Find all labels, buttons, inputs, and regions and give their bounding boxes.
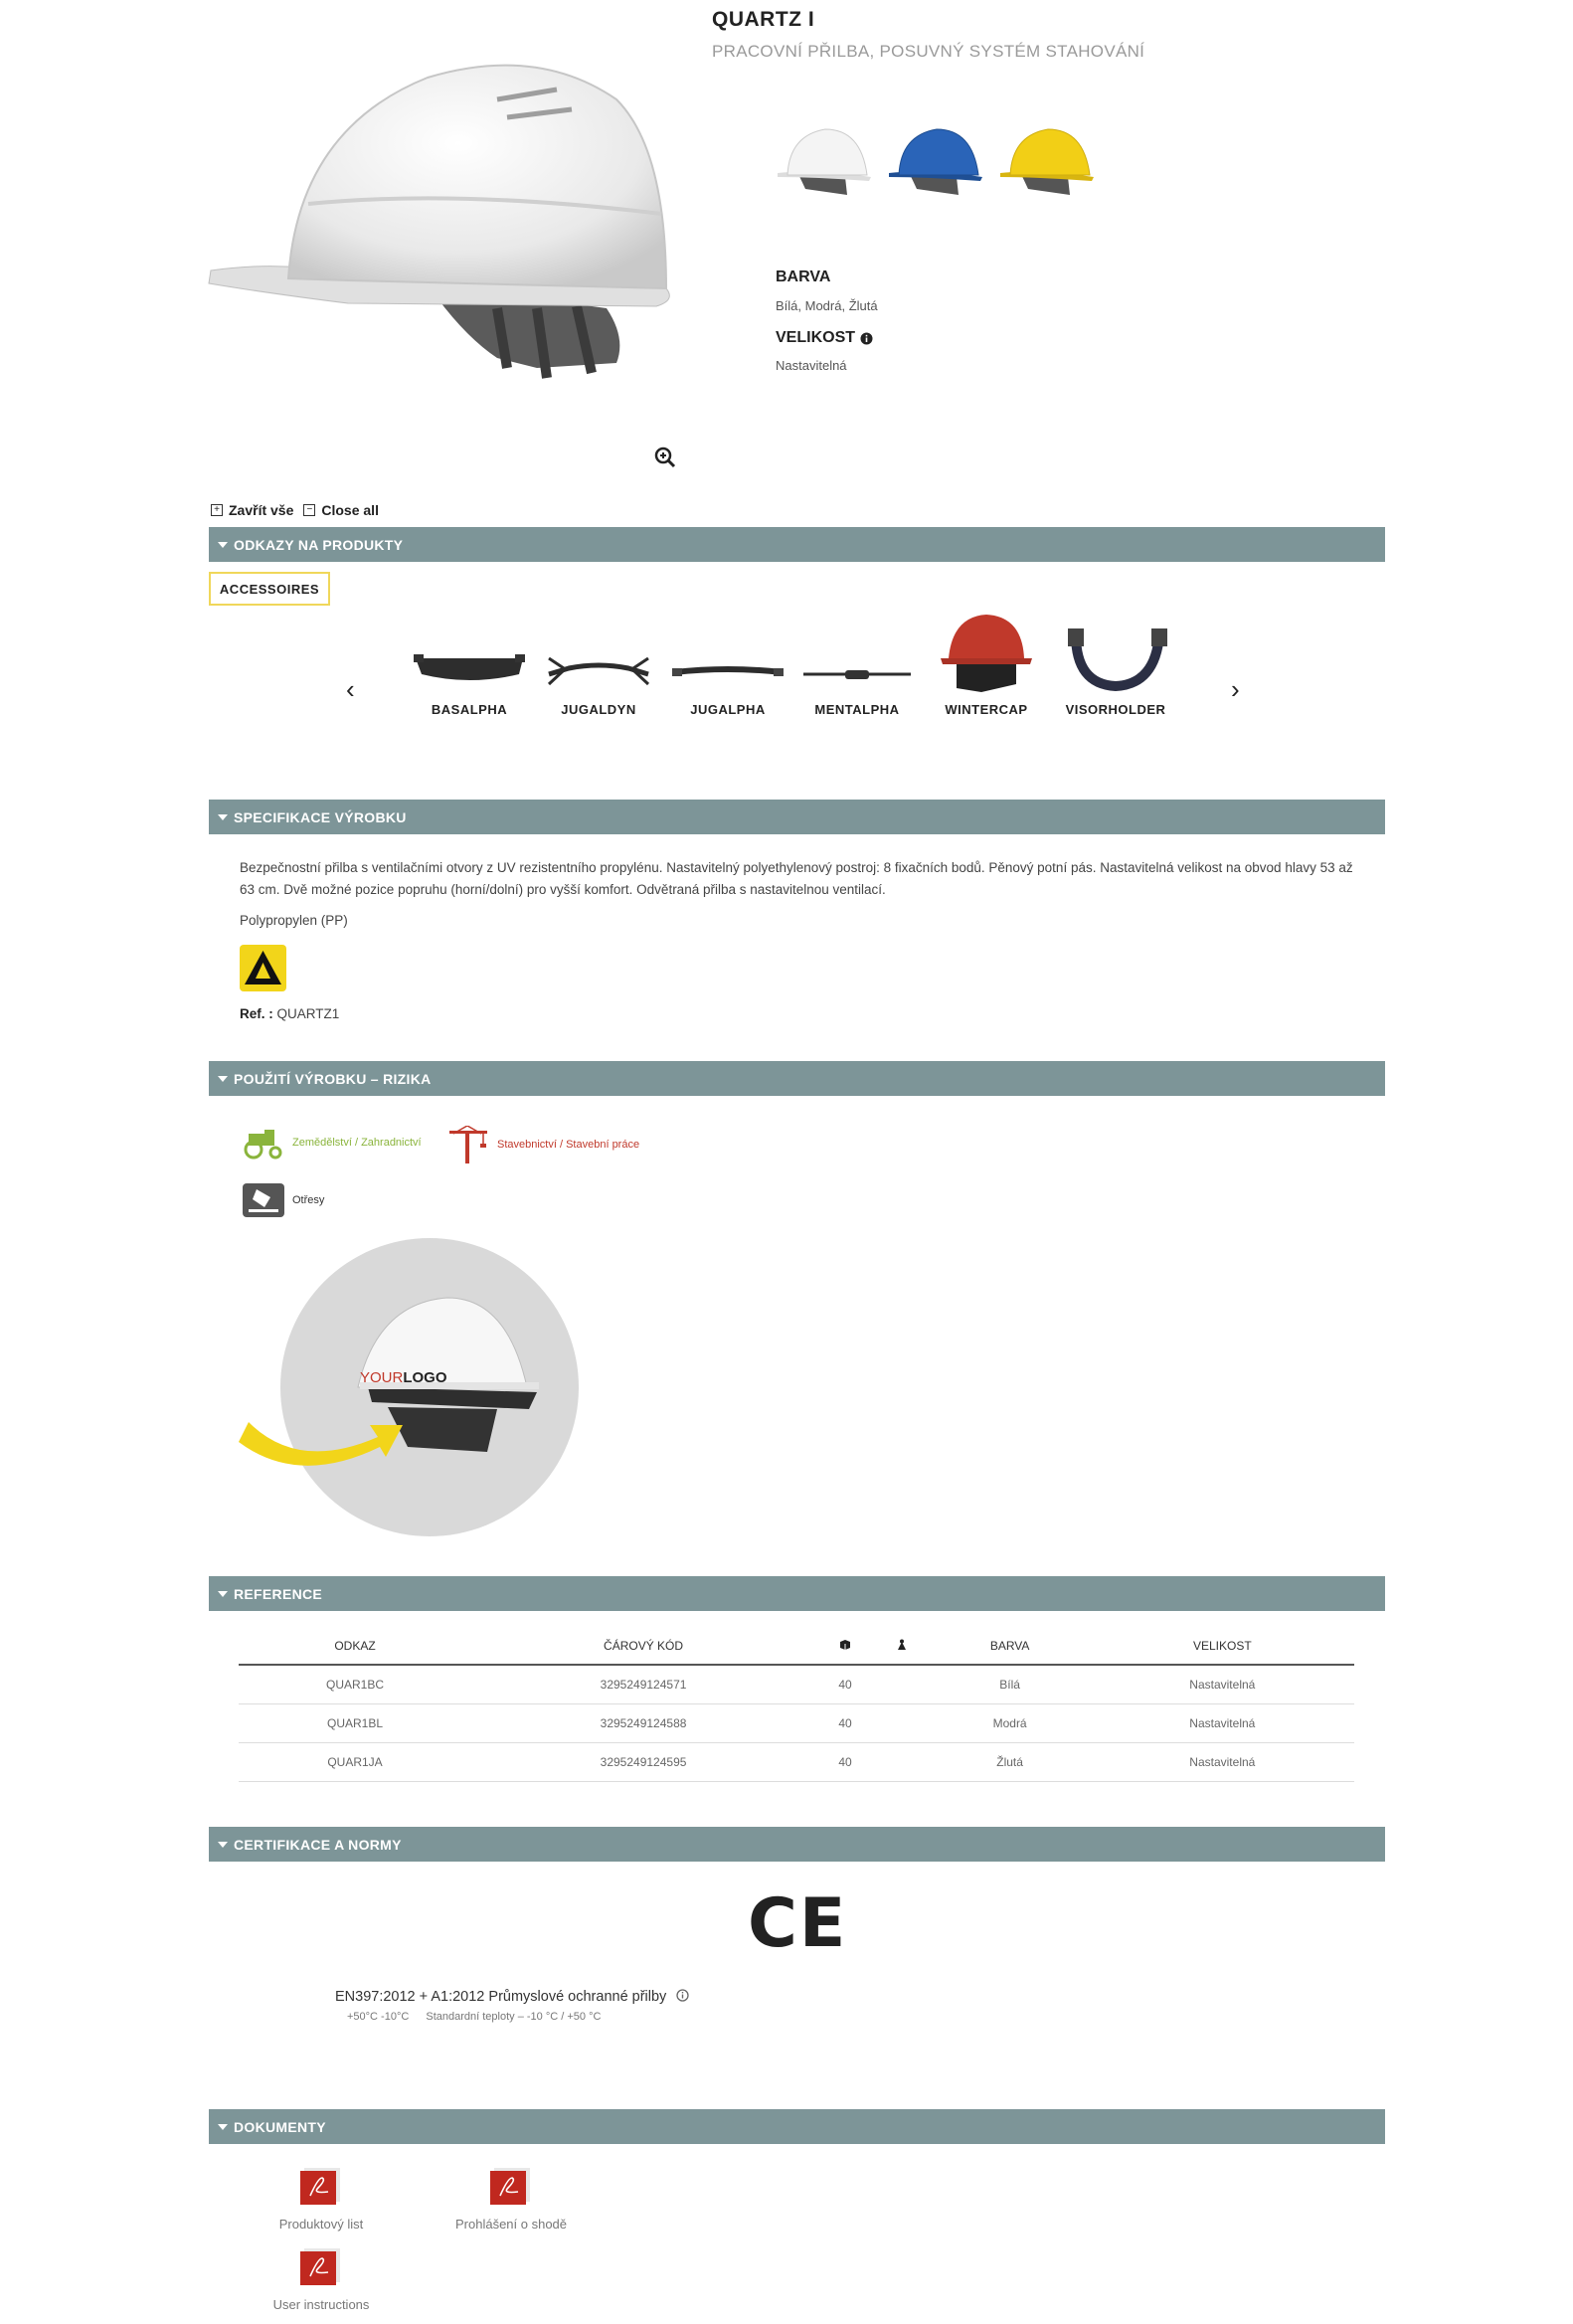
ce-mark-icon: CE xyxy=(748,1884,848,1963)
cert-temp-code: +50°C -10°C xyxy=(347,2011,410,2023)
crane-icon xyxy=(447,1126,489,1163)
accessory-label: VISORHOLDER xyxy=(1065,702,1166,717)
table-header-row xyxy=(239,1628,1354,1665)
cell-pack xyxy=(875,1743,930,1782)
size-value: Nastavitelná xyxy=(776,358,847,373)
th-box xyxy=(815,1628,875,1665)
accessories-tab[interactable]: ACCESSOIRES xyxy=(209,572,330,606)
cell-color: Žlutá xyxy=(930,1743,1091,1782)
size-label-row xyxy=(776,329,873,347)
doc-label: Produktový list xyxy=(278,2217,364,2232)
info-icon[interactable] xyxy=(860,332,873,345)
cell-ref: QUAR1BL xyxy=(239,1704,471,1743)
reference-table xyxy=(239,1628,1354,1782)
caret-down-icon xyxy=(218,2124,228,2130)
logo-text-your: YOUR xyxy=(360,1369,404,1386)
delta-plus-logo-icon xyxy=(240,945,286,991)
minus-square-icon[interactable]: − xyxy=(303,504,315,516)
cell-size: Nastavitelná xyxy=(1091,1743,1354,1782)
product-title: QUARTZ I xyxy=(712,8,815,31)
caret-down-icon xyxy=(218,542,228,548)
cert-temp-desc: Standardní teploty – -10 °C / +50 °C xyxy=(426,2011,602,2023)
cell-barcode: 3295249124571 xyxy=(471,1665,815,1704)
pdf-icon xyxy=(488,2166,534,2206)
spec-material: Polypropylen (PP) xyxy=(240,913,348,928)
expand-all-link[interactable]: Zavřít vše xyxy=(229,502,294,518)
accessory-jugaldyn[interactable] xyxy=(539,615,658,717)
size-label: VELIKOST xyxy=(776,329,856,346)
doc-label: User instructions xyxy=(272,2297,370,2312)
th-color: BARVA xyxy=(930,1628,1091,1665)
table-row xyxy=(239,1704,1354,1743)
carousel-prev-icon[interactable]: ‹ xyxy=(346,674,355,704)
ref-value: QUARTZ1 xyxy=(276,1006,340,1021)
box-icon xyxy=(839,1639,851,1651)
section-certs-header[interactable] xyxy=(209,1827,1385,1862)
cell-barcode: 3295249124595 xyxy=(471,1743,815,1782)
accessory-label: BASALPHA xyxy=(431,702,508,717)
caret-down-icon xyxy=(218,1842,228,1848)
accessory-wintercap[interactable] xyxy=(927,615,1046,717)
usage-agriculture xyxy=(243,1126,422,1160)
accessories-carousel xyxy=(410,615,1175,717)
cell-pack xyxy=(875,1665,930,1704)
color-label: BARVA xyxy=(776,268,831,285)
color-value: Bílá, Modrá, Žlutá xyxy=(776,298,878,313)
cell-qty: 40 xyxy=(815,1704,875,1743)
doc-product-sheet[interactable] xyxy=(242,2166,401,2232)
zoom-icon[interactable] xyxy=(653,446,677,469)
color-swatches xyxy=(776,117,1104,207)
cell-ref: QUAR1BC xyxy=(239,1665,471,1704)
swatch-white[interactable] xyxy=(776,117,875,205)
usage-label: Otřesy xyxy=(292,1194,325,1206)
th-barcode: ČÁROVÝ KÓD xyxy=(471,1628,815,1665)
swatch-yellow[interactable] xyxy=(998,117,1098,205)
accessory-visorholder[interactable] xyxy=(1056,615,1175,717)
section-reference-title: REFERENCE xyxy=(234,1585,323,1602)
carousel-next-icon[interactable]: › xyxy=(1231,674,1240,704)
accessory-label: WINTERCAP xyxy=(945,702,1028,717)
table-row xyxy=(239,1743,1354,1782)
spec-description: Bezpečnostní přilba s ventilačními otvory z UV rezistentního propylénu. Nastavitelný polyethylenový postroj: 8 fixačních bodů. Pěnový potní pás. Nastavitelná velikost na obvod hlavy 53 až 63 cm. Dvě možné pozice popruhu (horní/dolní) pro vyšší komfort. Odvětraná přilba s nastavitelnou ventilací. xyxy=(240,860,1353,897)
plus-square-icon[interactable]: + xyxy=(211,504,223,516)
accessory-basalpha[interactable] xyxy=(410,615,529,717)
accessory-label: JUGALDYN xyxy=(561,702,636,717)
usage-construction xyxy=(447,1126,639,1163)
cell-color: Bílá xyxy=(930,1665,1091,1704)
cert-standard xyxy=(335,1989,689,2005)
cell-ref: QUAR1JA xyxy=(239,1743,471,1782)
tractor-icon xyxy=(243,1126,284,1160)
accessory-label: JUGALPHA xyxy=(690,702,766,717)
doc-label: Prohlášení o shodě xyxy=(454,2217,568,2232)
accessory-mentalpha[interactable] xyxy=(797,615,917,717)
cert-temperature xyxy=(347,2011,601,2023)
pdf-icon xyxy=(298,2246,344,2286)
visorholder-image xyxy=(1056,615,1175,694)
usage-impact xyxy=(243,1183,324,1217)
impact-icon xyxy=(243,1183,284,1217)
section-links-title: ODKAZY NA PRODUKTY xyxy=(234,536,404,553)
doc-user-instructions[interactable] xyxy=(242,2246,401,2312)
spec-ref xyxy=(240,1006,339,1021)
cell-size: Nastavitelná xyxy=(1091,1665,1354,1704)
section-docs-header[interactable] xyxy=(209,2109,1385,2144)
pack-icon xyxy=(896,1639,908,1651)
section-reference-header[interactable] xyxy=(209,1576,1385,1611)
cert-standard-text: EN397:2012 + A1:2012 Průmyslové ochranné přilby xyxy=(335,1989,667,2005)
th-odkaz: ODKAZ xyxy=(239,1628,471,1665)
cell-color: Modrá xyxy=(930,1704,1091,1743)
caret-down-icon xyxy=(218,814,228,820)
section-links-header[interactable] xyxy=(209,527,1385,562)
your-logo-text xyxy=(360,1369,447,1386)
section-spec-title: SPECIFIKACE VÝROBKU xyxy=(234,808,407,825)
section-usage-header[interactable] xyxy=(209,1061,1385,1096)
caret-down-icon xyxy=(218,1591,228,1597)
jugaldyn-image xyxy=(539,615,658,694)
usage-label: Stavebnictví / Stavební práce xyxy=(497,1139,640,1151)
cell-pack xyxy=(875,1704,930,1743)
th-pack xyxy=(875,1628,930,1665)
info-icon[interactable] xyxy=(676,1989,689,2002)
section-spec-header[interactable] xyxy=(209,800,1385,834)
logo-text-logo: LOGO xyxy=(403,1369,447,1386)
cell-qty: 40 xyxy=(815,1665,875,1704)
close-all-link[interactable]: Close all xyxy=(321,502,379,518)
jugalpha-image xyxy=(668,615,787,694)
wintercap-image xyxy=(927,615,1046,694)
cell-qty: 40 xyxy=(815,1743,875,1782)
accessory-jugalpha[interactable] xyxy=(668,615,787,717)
caret-down-icon xyxy=(218,1076,228,1082)
accessory-label: MENTALPHA xyxy=(814,702,900,717)
section-certs-title: CERTIFIKACE A NORMY xyxy=(234,1836,402,1853)
product-image xyxy=(199,40,696,438)
section-docs-title: DOKUMENTY xyxy=(234,2118,326,2135)
toggle-all xyxy=(211,502,379,518)
mentalpha-image xyxy=(797,615,917,694)
th-size: VELIKOST xyxy=(1091,1628,1354,1665)
pdf-icon xyxy=(298,2166,344,2206)
cell-size: Nastavitelná xyxy=(1091,1704,1354,1743)
usage-label: Zemědělství / Zahradnictví xyxy=(292,1137,422,1149)
doc-declaration[interactable] xyxy=(432,2166,591,2232)
section-usage-title: POUŽITÍ VÝROBKU – RIZIKA xyxy=(234,1070,432,1087)
product-subtitle: PRACOVNÍ PŘILBA, POSUVNÝ SYSTÉM STAHOVÁNÍ xyxy=(712,42,1145,61)
swatch-blue[interactable] xyxy=(887,117,986,205)
table-row xyxy=(239,1665,1354,1704)
basalpha-image xyxy=(410,615,529,694)
ref-label: Ref. : xyxy=(240,1006,273,1021)
cell-barcode: 3295249124588 xyxy=(471,1704,815,1743)
custom-logo-image xyxy=(239,1238,597,1536)
